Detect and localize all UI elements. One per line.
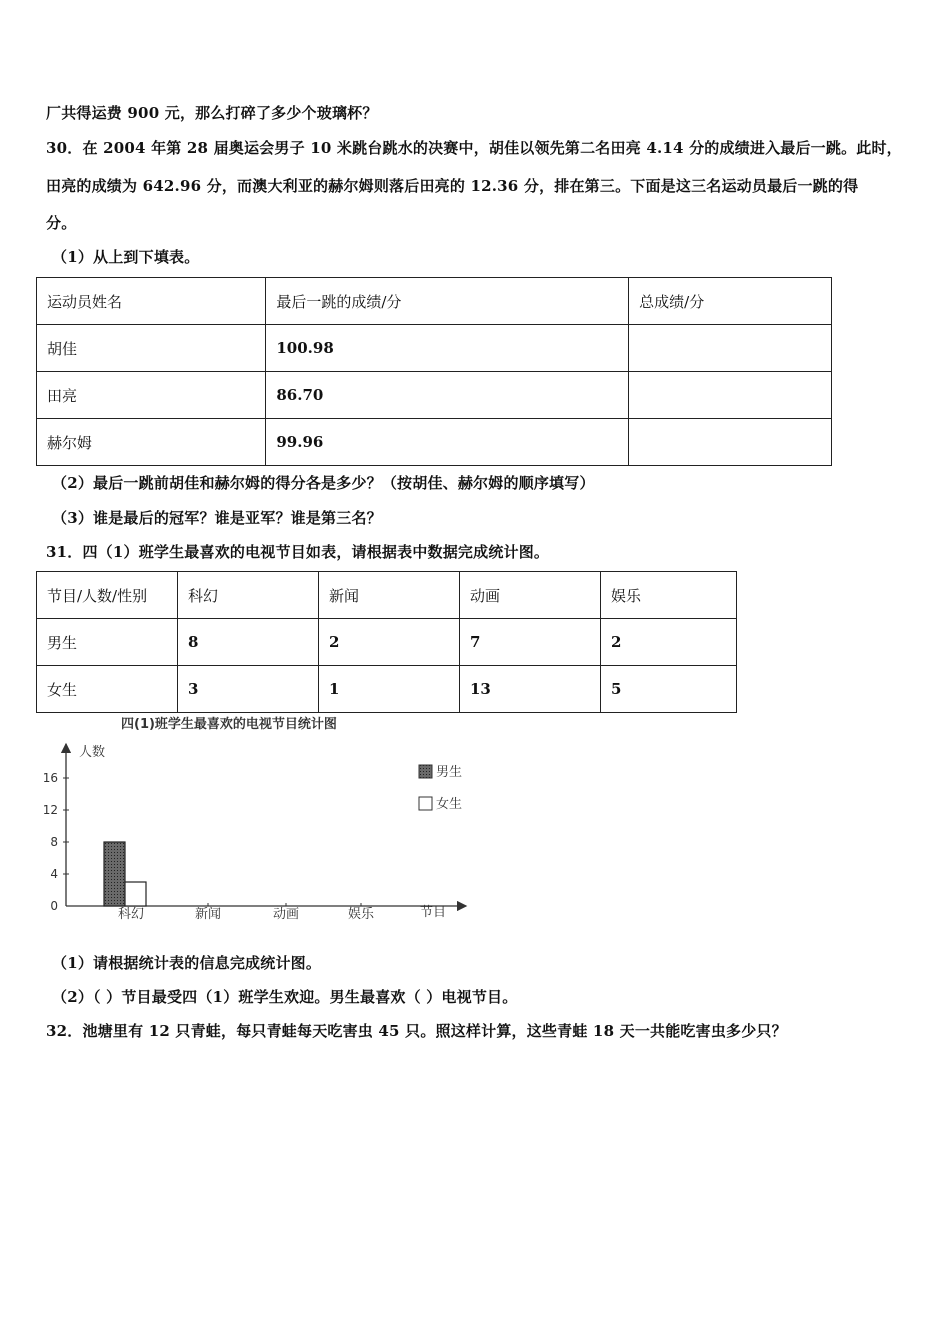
table-cell: 赫尔姆: [37, 419, 266, 466]
table-row: [37, 325, 832, 372]
table-row: [37, 419, 832, 466]
answer-cell[interactable]: [629, 419, 832, 466]
question-30-part-1: （1）从上到下填表。: [52, 248, 200, 266]
question-30-part-3: （3）谁是最后的冠军？谁是亚军？谁是第三名？: [52, 509, 382, 527]
question-32: 32．池塘里有 12 只青蛙，每只青蛙每天吃害虫 45 只。照这样计算，这些青蛙 18 天一共能吃害虫多少只？: [46, 1022, 787, 1040]
table-cell: 2: [601, 619, 737, 666]
table-header-cell: 最后一跳的成绩/分: [266, 278, 629, 325]
table-header-cell: 科幻: [178, 572, 319, 619]
question-31-part-2: （2）（ ）节目最受四（1）班学生欢迎。男生最喜欢（ ）电视节目。: [52, 988, 518, 1006]
x-category-label: 娱乐: [347, 907, 375, 922]
question-30-line-3: 分。: [46, 214, 77, 232]
text-line-freight: 厂共得运费 900 元，那么打碎了多少个玻璃杯？: [46, 104, 378, 122]
table-cell: 13: [460, 666, 601, 713]
table-cell: 5: [601, 666, 737, 713]
table-cell: 1: [319, 666, 460, 713]
question-31-part-1: （1）请根据统计表的信息完成统计图。: [52, 954, 322, 972]
table-cell: 3: [178, 666, 319, 713]
table-header-cell: 娱乐: [601, 572, 737, 619]
question-30-line-1: 30．在 2004 年第 28 届奥运会男子 10 米跳台跳水的决赛中，胡佳以领先第二名田亮 4.14 分的成绩进入最后一跳。此时，: [46, 139, 902, 157]
legend-swatch-girls: [419, 797, 432, 810]
table-cell: 86.70: [266, 372, 629, 419]
y-tick-label: 12: [42, 803, 58, 817]
question-30-line-2: 田亮的成绩为 642.96 分，而澳大利亚的赫尔姆则落后田亮的 12.36 分，排在第三。下面是这三名运动员最后一跳的得: [46, 177, 859, 195]
table-cell: 100.98: [266, 325, 629, 372]
table-header-row: [37, 278, 832, 325]
table-cell: 99.96: [266, 419, 629, 466]
legend-swatch-boys: [419, 765, 432, 778]
table-header-cell: 新闻: [319, 572, 460, 619]
table-header-cell: 节目/人数/性别: [37, 572, 178, 619]
answer-cell[interactable]: [629, 372, 832, 419]
table-cell: 男生: [37, 619, 178, 666]
x-category-label: 新闻: [194, 907, 222, 922]
bar-boys: [104, 842, 125, 906]
table-header-row: [37, 572, 737, 619]
legend-label-boys: 男生: [436, 765, 463, 780]
table-row: [37, 619, 737, 666]
table-cell: 7: [460, 619, 601, 666]
table-cell: 8: [178, 619, 319, 666]
chart-x-label: 节目: [420, 905, 447, 920]
table-cell: 女生: [37, 666, 178, 713]
y-tick-label: 8: [50, 835, 58, 849]
scores-table: [36, 277, 832, 466]
table-cell: 田亮: [37, 372, 266, 419]
chart-title: 四(1)班学生最喜欢的电视节目统计图: [121, 717, 337, 732]
table-header-cell: 动画: [460, 572, 601, 619]
y-tick-label: 16: [42, 771, 58, 785]
legend-label-girls: 女生: [436, 797, 463, 812]
question-30-part-2: （2）最后一跳前胡佳和赫尔姆的得分各是多少？（按胡佳、赫尔姆的顺序填写）: [52, 474, 595, 492]
table-header-cell: 总成绩/分: [629, 278, 832, 325]
tv-program-table: [36, 571, 737, 713]
table-header-cell: 运动员姓名: [37, 278, 266, 325]
question-31: 31．四（1）班学生最喜欢的电视节目如表，请根据表中数据完成统计图。: [46, 543, 550, 561]
bar-girls: [125, 882, 146, 906]
table-row: [37, 372, 832, 419]
x-category-label: 动画: [272, 907, 300, 922]
table-row: [37, 666, 737, 713]
bar-chart: [36, 714, 476, 934]
answer-cell[interactable]: [629, 325, 832, 372]
chart-y-label: 人数: [79, 745, 106, 760]
table-cell: 胡佳: [37, 325, 266, 372]
x-category-label: 科幻: [117, 907, 145, 922]
y-tick-label: 0: [50, 899, 58, 913]
table-cell: 2: [319, 619, 460, 666]
y-tick-label: 4: [50, 867, 58, 881]
